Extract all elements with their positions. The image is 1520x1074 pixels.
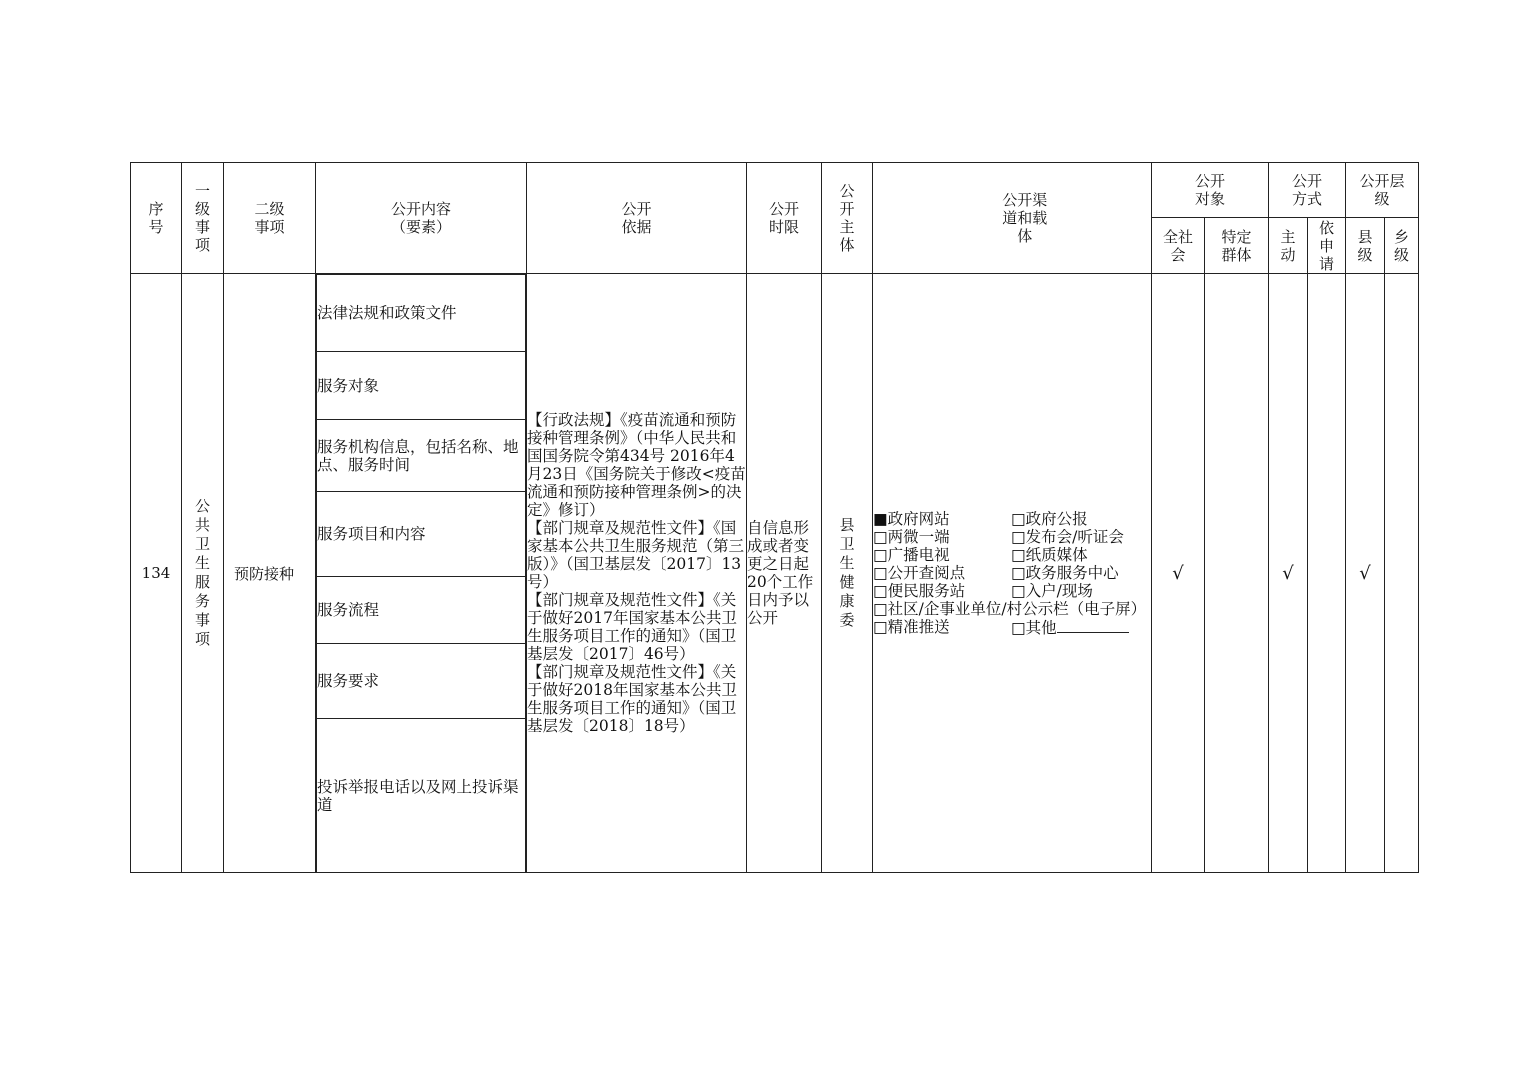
other-blank-line: [1057, 618, 1129, 633]
channel-other: □其他: [1011, 618, 1057, 637]
row-subject: 县卫生健康委: [822, 274, 873, 873]
channel-service-station: □便民服务站: [873, 581, 966, 600]
basis-item: 【部门规章及规范性文件】《关于做好2017年国家基本公共卫生服务项目工作的通知》（国卫基层发〔2017〕46号）: [527, 591, 737, 663]
header-tier: 公开层级: [1346, 163, 1419, 218]
basis-item: 【行政法规】《疫苗流通和预防接种管理条例》（中华人民共和国国务院令第434号 2016年4月23日《国务院关于修改<疫苗流通和预防接种管理条例>的决定》修订）: [527, 411, 746, 519]
row-level1: 公共卫生服务事项: [182, 274, 224, 873]
row-method-request: [1308, 274, 1346, 873]
header-audience-specific: 特定群体: [1205, 218, 1269, 274]
header-audience: 公开对象: [1152, 163, 1269, 218]
row-method-active: √: [1269, 274, 1308, 873]
header-basis: 公开依据: [527, 163, 747, 274]
header-deadline: 公开时限: [747, 163, 822, 274]
channel-gov-website: ■政府网站: [873, 509, 950, 528]
basis-item: 【部门规章及规范性文件】《国家基本公共卫生服务规范（第三版）》（国卫基层发〔2017〕13号）: [527, 519, 745, 591]
row-audience-specific: [1205, 274, 1269, 873]
content-list: [316, 274, 526, 872]
channel-on-site: □入户/现场: [1011, 581, 1093, 600]
header-seq: 序号: [131, 163, 182, 274]
table-row: [131, 274, 1419, 873]
channel-gov-gazette: □政府公报: [1011, 509, 1088, 528]
channel-reading-room: □公开查阅点: [873, 563, 966, 582]
header-method-active: 主动: [1269, 218, 1308, 274]
channel-radio-tv: □广播电视: [873, 545, 950, 564]
channel-precise-push: □精准推送: [873, 617, 950, 636]
channel-bulletin: □社区/企事业单位/村公示栏（电子屏）: [873, 599, 1147, 618]
content-item: 服务对象: [317, 352, 526, 420]
disclosure-table: [130, 162, 1419, 873]
header-tier-county: 县级: [1346, 218, 1385, 274]
header-subject: 公开主体: [822, 163, 873, 274]
channel-other-wrap: [1011, 618, 1141, 637]
channel-press-hearing: □发布会/听证会: [1011, 527, 1124, 546]
row-audience-all: √: [1152, 274, 1205, 873]
header-channel: 公开渠道和载体: [873, 163, 1152, 274]
row-tier-county: √: [1346, 274, 1385, 873]
row-channels: [873, 274, 1152, 873]
content-item: 服务机构信息，包括名称、地点、服务时间: [317, 420, 526, 492]
header-level1: 一级事项: [182, 163, 224, 274]
content-item: 服务要求: [317, 644, 526, 719]
row-contents: [316, 274, 527, 873]
header-tier-town: 乡级: [1385, 218, 1419, 274]
channel-two-wei: □两微一端: [873, 527, 950, 546]
header-level2: 二级事项: [224, 163, 316, 274]
row-deadline: 自信息形成或者变更之日起20个工作日内予以公开: [747, 274, 822, 873]
channel-service-center: □政务服务中心: [1011, 563, 1119, 582]
header-method-request: 依申请: [1308, 218, 1346, 274]
channel-print-media: □纸质媒体: [1011, 545, 1088, 564]
row-level2: 预防接种: [224, 274, 316, 873]
row-basis: [527, 274, 747, 873]
header-method: 公开方式: [1269, 163, 1346, 218]
header-audience-all: 全社会: [1152, 218, 1205, 274]
row-seq: 134: [131, 274, 182, 873]
header-content: 公开内容（要素）: [316, 163, 527, 274]
row-tier-town: [1385, 274, 1419, 873]
basis-item: 【部门规章及规范性文件】《关于做好2018年国家基本公共卫生服务项目工作的通知》（国卫基层发〔2018〕18号）: [527, 663, 737, 735]
content-item: 法律法规和政策文件: [317, 275, 526, 352]
content-item: 服务项目和内容: [317, 492, 526, 577]
content-item: 投诉举报电话以及网上投诉渠道: [317, 719, 526, 872]
content-item: 服务流程: [317, 577, 526, 644]
